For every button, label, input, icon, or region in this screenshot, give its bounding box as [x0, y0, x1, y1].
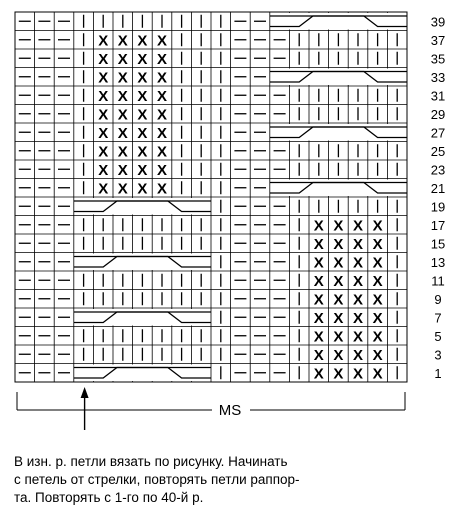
cross-stitch-symbol: X — [98, 32, 109, 50]
cross-stitch-symbol: X — [372, 328, 383, 346]
cross-stitch-symbol: X — [137, 106, 148, 124]
row-numbers — [431, 14, 445, 381]
repeat-bracket — [17, 392, 405, 419]
cross-stitch-symbol: X — [156, 124, 168, 142]
cross-stitch-symbol: X — [137, 143, 148, 161]
cross-stitch-symbol: X — [372, 309, 383, 327]
chart-grid — [15, 12, 407, 382]
row-number: 1 — [434, 365, 442, 381]
cross-stitch-symbol: X — [156, 69, 168, 87]
cross-stitch-symbol: X — [117, 180, 128, 198]
cross-stitch-symbol: X — [98, 69, 109, 87]
cross-stitch-symbol: X — [137, 87, 148, 105]
cross-stitch-symbol: X — [137, 180, 148, 198]
cross-stitch-symbol: X — [156, 87, 168, 105]
cross-stitch-symbol: X — [352, 235, 364, 253]
row-number: 35 — [430, 51, 446, 67]
cross-stitch-symbol: X — [117, 124, 128, 142]
cross-stitch-symbol: X — [117, 69, 128, 87]
cross-stitch-symbol: X — [372, 272, 383, 290]
cross-stitch-symbol: X — [372, 217, 383, 235]
row-number: 31 — [430, 88, 446, 104]
caption — [14, 453, 464, 507]
cross-stitch-symbol: X — [372, 235, 383, 253]
cross-stitch-symbol: X — [333, 365, 344, 383]
row-number: 27 — [430, 125, 446, 141]
cross-stitch-symbol: X — [313, 346, 324, 364]
row-number: 39 — [430, 14, 446, 30]
cross-stitch-symbol: X — [372, 254, 383, 272]
row-number: 33 — [430, 69, 446, 85]
row-number: 29 — [430, 106, 446, 122]
cross-stitch-symbol: X — [333, 328, 344, 346]
cross-stitch-symbol: X — [352, 272, 364, 290]
cross-stitch-symbol: X — [313, 254, 324, 272]
row-number: 11 — [431, 273, 445, 289]
cross-stitch-symbol: X — [156, 143, 168, 161]
cross-stitch-symbol: X — [352, 346, 364, 364]
arrow-head — [81, 387, 89, 398]
cross-stitch-symbol: X — [333, 346, 344, 364]
cross-stitch-symbol: X — [333, 291, 344, 309]
cross-stitch-symbol: X — [117, 161, 128, 179]
cross-stitch-symbol: X — [313, 235, 324, 253]
cross-stitch-symbol: X — [333, 254, 344, 272]
row-number: 17 — [430, 217, 446, 233]
cross-stitch-symbol: X — [137, 161, 148, 179]
cross-stitch-symbol: X — [313, 328, 324, 346]
cross-stitch-symbol: X — [137, 69, 148, 87]
cross-stitch-symbol: X — [372, 346, 383, 364]
cross-stitch-symbol: X — [352, 309, 364, 327]
cross-stitch-symbol: X — [333, 309, 344, 327]
cross-stitch-symbol: X — [117, 106, 128, 124]
row-number: 23 — [430, 162, 446, 178]
cross-stitch-symbol: X — [313, 365, 324, 383]
cross-stitch-symbol: X — [313, 272, 324, 290]
row-number: 37 — [430, 32, 446, 48]
cross-stitch-symbol: X — [352, 365, 364, 383]
repeat-label: MS — [218, 402, 242, 419]
caption-line: та. Повторять с 1-го по 40-й р. — [14, 490, 204, 505]
cross-stitch-symbol: X — [137, 50, 148, 68]
cross-stitch-symbol: X — [313, 217, 324, 235]
cross-stitch-symbol: X — [333, 272, 344, 290]
cross-stitch-symbol: X — [333, 235, 344, 253]
cross-stitch-symbol: X — [98, 161, 109, 179]
cross-stitch-symbol: X — [313, 291, 324, 309]
cross-stitch-symbol: X — [156, 180, 168, 198]
cross-stitch-symbol: X — [156, 106, 168, 124]
row-number: 9 — [434, 291, 442, 307]
cross-stitch-symbol: X — [117, 50, 128, 68]
cross-stitch-symbol: X — [98, 180, 109, 198]
cross-stitch-symbol: X — [372, 291, 383, 309]
row-number: 25 — [430, 143, 446, 159]
caption-line: с петель от стрелки, повторять петли раппор- — [14, 472, 300, 487]
row-number: 7 — [434, 310, 442, 326]
cross-stitch-symbol: X — [352, 217, 364, 235]
cross-stitch-symbol: X — [313, 309, 324, 327]
row-number: 21 — [430, 180, 446, 196]
cross-stitch-symbol: X — [372, 365, 383, 383]
cross-stitch-symbol: X — [117, 87, 128, 105]
cross-stitch-symbol: X — [98, 106, 109, 124]
cross-stitch-symbol: X — [98, 87, 109, 105]
cross-stitch-symbol: X — [352, 328, 364, 346]
cross-stitch-symbol: X — [98, 143, 109, 161]
cross-stitch-symbol: X — [156, 50, 168, 68]
row-number: 15 — [430, 236, 446, 252]
up-arrow-icon — [81, 387, 89, 430]
cross-stitch-symbol: X — [98, 50, 109, 68]
cross-stitch-symbol: X — [156, 161, 168, 179]
cross-stitch-symbol: X — [156, 32, 168, 50]
row-number: 3 — [434, 347, 442, 363]
cross-stitch-symbol: X — [117, 32, 128, 50]
cross-stitch-symbol: X — [352, 291, 364, 309]
cross-stitch-symbol: X — [137, 32, 148, 50]
cross-stitch-symbol: X — [333, 217, 344, 235]
caption-line: В изн. р. петли вязать по рисунку. Начинать — [14, 454, 288, 469]
row-number: 13 — [430, 254, 446, 270]
cross-stitch-symbol: X — [137, 124, 148, 142]
cross-stitch-symbol: X — [352, 254, 364, 272]
cross-stitch-symbol: X — [98, 124, 109, 142]
row-number: 19 — [430, 199, 446, 215]
cross-stitch-symbol: X — [117, 143, 128, 161]
row-number: 5 — [434, 328, 442, 344]
